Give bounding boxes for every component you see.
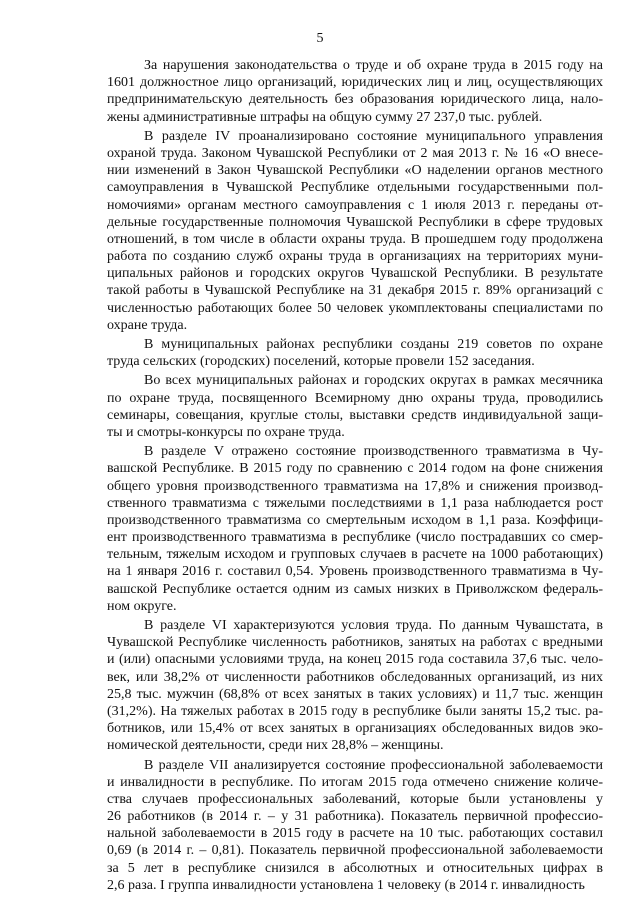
text-line: по охране труда, посвященного Всемирному дню охраны труда, проводились — [107, 390, 603, 406]
text-line: Во всех муниципальных районах и городских округах в рамках месячника — [144, 373, 603, 389]
text-line: и инвалидности в республике. По итогам 2015 года отмечено снижение количе- — [107, 774, 603, 790]
text-line: В разделе VI характеризуются условия труда. По данным Чувашстата, в — [144, 618, 603, 633]
text-line: самоуправления в Чувашской Республике отдельными государственными пол- — [107, 180, 603, 196]
text-line: производственного травматизма со смертельным исходом в 1,1 раза. Коэффици- — [107, 512, 603, 528]
text-line: 26 работников (в 2014 г. – у 31 работника). Показатель первичной профессио- — [107, 809, 603, 825]
text-line: работа по созданию служб охраны труда в организациях на территориях муни- — [107, 249, 603, 265]
text-line: 2,6 раза. I группа инвалидности установлена 1 человеку (в 2014 г. инвалидность — [107, 877, 585, 893]
text-line: жены административные штрафы на общую сумму 27 237,0 тыс. рублей. — [107, 109, 543, 125]
text-line: и (или) опасными условиями труда, на конец 2015 года составила 37,6 тыс. чело- — [107, 652, 603, 668]
paragraph — [107, 336, 603, 370]
text-line: общего уровня производственного травматизма на 17,8% и снижения производ- — [107, 478, 603, 494]
text-line: нии изменений в Закон Чувашской Республики «О наделении органов местного — [107, 163, 603, 179]
paragraph — [107, 757, 603, 895]
text-line: отношений, в том числе в области охраны труда. В прошедшем году продолжена — [107, 231, 603, 247]
text-line: 1601 должностное лицо организаций, юридических лиц и лиц, осуществляющих — [107, 75, 603, 91]
text-line: номической деятельности, среди них 28,8% – женщины. — [107, 738, 444, 754]
text-line: 0,69 (в 2014 г. – 0,81). Показатель первичной профессиональной заболеваемости — [107, 843, 603, 859]
text-line: вашской Республике. В 2015 году по сравнению с 2014 годом на фоне снижения — [107, 461, 603, 477]
text-line: век, или 38,2% от численности работников обследованных организаций, из них — [107, 669, 603, 685]
text-line: за 5 лет в республике снизился в абсолютных и относительных цифрах в — [107, 860, 603, 876]
text-line: нальной заболеваемости в 2015 году в расчете на 10 тыс. работающих составил — [107, 826, 603, 842]
paragraph — [107, 128, 603, 334]
text-line: 25,8 тыс. мужчин (68,8% от всех занятых в таких условиях) и 11,7 тыс. женщин — [107, 686, 603, 702]
text-line: такой работы в Чувашской Республике на 31 декабря 2015 г. 89% организаций с — [107, 283, 603, 299]
text-line: предпринимательскую деятельность без образования юридического лица, нало- — [107, 92, 603, 108]
text-line: В разделе IV проанализировано состояние муниципального управления — [144, 128, 603, 144]
text-line: на 1 января 2016 г. составил 0,54. Уровень производственного травматизма в Чу- — [107, 564, 603, 580]
text-line: В разделе VII анализируется состояние профессиональной заболеваемости — [144, 757, 603, 773]
text-line: охране труда. — [107, 317, 188, 333]
text-line: ства случаев профессиональных заболеваний, которые были установлены у — [107, 791, 603, 807]
paragraph — [107, 372, 603, 441]
text-line: труда сельских (городских) поселений, которые провели 152 заседания. — [107, 354, 535, 370]
text-line: номочиями» органам местного самоуправления с 1 июля 2013 г. переданы от- — [107, 197, 603, 213]
text-line: ном округе. — [107, 598, 177, 614]
text-line: тельным, тяжелым исходом и групповых случаев в расчете на 1000 работающих) — [107, 547, 603, 563]
text-line: За нарушения законодательства о труде и об охране труда в 2015 году на — [144, 58, 603, 73]
paragraph — [107, 617, 603, 755]
text-line: В разделе V отражено состояние производственного травматизма в Чу- — [144, 444, 603, 460]
text-line: охраной труда. Законом Чувашской Республики от 2 мая 2013 г. № 16 «О внесе- — [107, 145, 603, 161]
text-line: ципальных районов и городских округов Чувашской Республики. В результате — [107, 266, 603, 282]
text-line: численностью работающих более 50 человек укомплектованы специалистами по — [107, 300, 603, 316]
page-number: 5 — [316, 31, 324, 46]
text-line: ботников, или 15,4% от всех занятых в организациях обследованных видов эко- — [107, 721, 603, 737]
text-line: ент производственного травматизма в республике (число пострадавших со смер- — [107, 530, 603, 546]
text-line: ты и смотры-конкурсы по охране труда. — [107, 424, 345, 440]
text-line: (31,2%). На тяжелых работах в 2015 году в республике были заняты 15,2 тыс. ра- — [107, 703, 603, 719]
text-line: вашской Республике остается одним из самых низких в Приволжском федераль- — [107, 581, 603, 597]
text-line: семинары, совещания, круглые столы, выставки средств индивидуальной защи- — [107, 407, 603, 423]
paragraph — [107, 57, 603, 126]
text-line: Чувашской Республике численность работников, занятых на работах с вредными — [107, 635, 603, 651]
text-line: В муниципальных районах республики созданы 219 советов по охране — [144, 337, 603, 352]
text-line: ственного травматизма с тяжелыми последствиями в 1,1 раза наблюдается рост — [107, 495, 603, 511]
text-line: дельные государственные полномочия Чувашской Республики в сфере трудовых — [107, 214, 603, 230]
paragraph — [107, 443, 603, 615]
document-body — [107, 57, 603, 896]
